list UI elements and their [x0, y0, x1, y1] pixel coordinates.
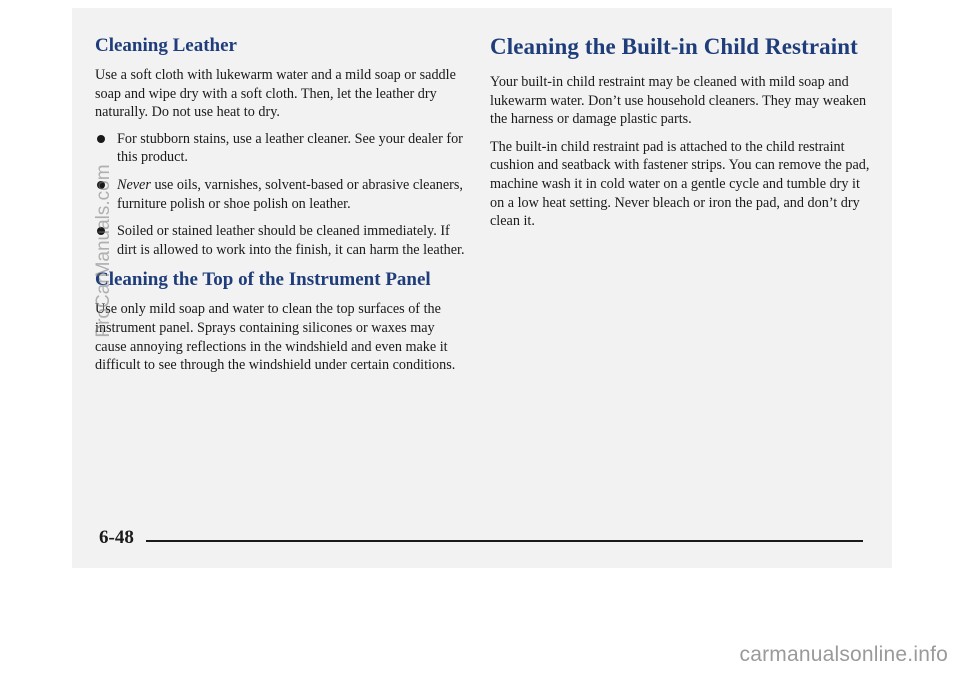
page-footer — [99, 527, 863, 551]
bottom-watermark: carmanualsonline.info — [739, 643, 948, 666]
page-number: 6-48 — [99, 527, 134, 548]
leather-intro-paragraph: Use a soft cloth with lukewarm water and a mild soap or saddle soap and wipe dry with a soft cloth. Then, let the leather dry naturally. Do not use heat to dry. — [95, 67, 456, 121]
child-restraint-paragraph-2: The built-in child restraint pad is attached to the child restraint cushion and seatback with fastener strips. You can remove the pad, machine wash it in cold water on a gentle cycle and tumble dry it on a low heat setting. Never bleach or iron the pad, and don’t dry clean it. — [490, 138, 870, 230]
manual-page — [72, 8, 892, 568]
bullet-text: For stubborn stains, use a leather cleaner. See your dealer for this product. — [117, 130, 463, 166]
instrument-panel-heading: Cleaning the Top of the Instrument Panel — [95, 269, 431, 291]
child-restraint-heading: Cleaning the Built-in Child Restraint — [490, 34, 858, 59]
list-item — [95, 222, 465, 259]
footer-rule — [146, 540, 863, 542]
list-item — [95, 130, 465, 167]
cleaning-leather-heading: Cleaning Leather — [95, 35, 237, 56]
bullet-text: Soiled or stained leather should be cleaned immediately. If dirt is allowed to work into the finish, it can harm the leather. — [117, 223, 465, 258]
leather-bullet-list — [95, 130, 465, 260]
bullet-emphasis: Never — [117, 176, 151, 193]
bullet-text: use oils, varnishes, solvent-based or abrasive cleaners, furniture polish or shoe polish on leather. — [117, 176, 463, 212]
side-watermark-text: ProCarManuals.com — [93, 164, 114, 338]
left-column — [95, 34, 465, 375]
list-item — [95, 176, 465, 213]
instrument-panel-paragraph: Use only mild soap and water to clean the top surfaces of the instrument panel. Sprays containing silicones or waxes may cause annoying reflections in the windshield and even make it difficult to see through the windshield under certain conditions. — [95, 301, 456, 374]
right-column — [490, 34, 870, 231]
side-watermark — [94, 100, 114, 400]
child-restraint-paragraph-1: Your built-in child restraint may be cleaned with mild soap and lukewarm water. Don’t use household cleaners. They may weaken the harness or damage plastic parts. — [490, 74, 867, 128]
